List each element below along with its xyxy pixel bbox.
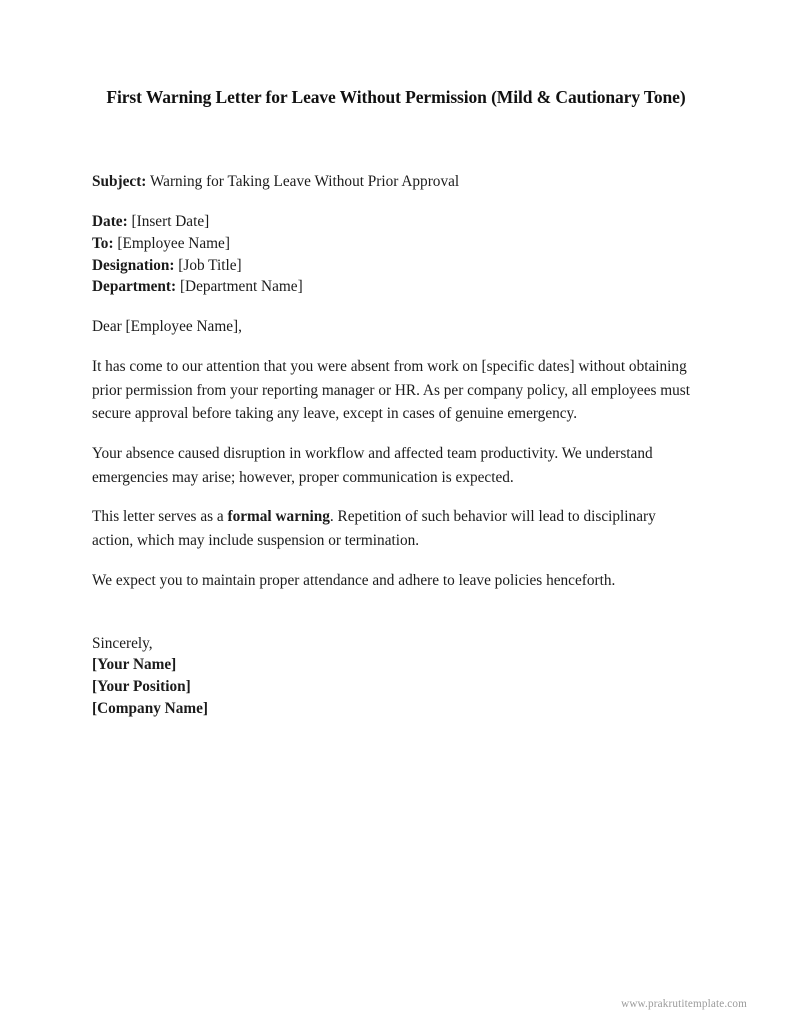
subject-label: Subject: <box>92 173 147 191</box>
meta-row-department <box>92 276 700 298</box>
date-label: Date: <box>92 213 128 231</box>
department-value: [Department Name] <box>179 278 303 296</box>
date-value: [Insert Date] <box>131 213 210 231</box>
body-paragraph-2: Your absence caused disruption in workflow and affected team productivity. We understand emergencies may arise; however, proper communication is expected. <box>92 444 653 486</box>
body-paragraph-3 <box>92 505 700 552</box>
meta-row-date <box>92 211 700 233</box>
formal-warning-emphasis: formal warning <box>227 508 330 526</box>
subject-line <box>92 171 700 194</box>
department-label: Department: <box>92 278 177 296</box>
designation-value: [Job Title] <box>178 256 242 274</box>
salutation: Dear [Employee Name], <box>92 317 242 335</box>
to-value: [Employee Name] <box>117 234 230 252</box>
page-title: First Warning Letter for Leave Without Permission (Mild & Cautionary Tone) <box>106 87 686 107</box>
body-paragraph-4: We expect you to maintain proper attendance and adhere to leave policies henceforth. <box>92 571 616 589</box>
sign-off: Sincerely, <box>92 634 153 652</box>
to-label: To: <box>92 234 114 252</box>
footer-watermark: www.prakrutitemplate.com <box>621 998 747 1010</box>
signer-position: [Your Position] <box>92 677 191 695</box>
letter-body <box>92 84 700 719</box>
body-paragraph-1: It has come to our attention that you were absent from work on [specific dates] without obtaining prior permission from your reporting manager or HR. As per company policy, all employees must secure approval before taking any leave, except in cases of genuine emergency. <box>92 357 691 423</box>
meta-row-to <box>92 233 700 255</box>
meta-row-designation <box>92 255 700 277</box>
subject-value: Warning for Taking Leave Without Prior Approval <box>149 173 460 191</box>
signer-name: [Your Name] <box>92 656 177 674</box>
designation-label: Designation: <box>92 256 175 274</box>
closing-block <box>92 633 700 720</box>
paragraph-3-text-before: This letter serves as a <box>92 508 228 526</box>
recipient-meta-block <box>92 211 700 298</box>
signer-company: [Company Name] <box>92 699 208 717</box>
paragraph-3-text-after: . Repetition of such behavior will lead to disciplinary action, which may include suspension or termination. <box>92 508 656 550</box>
